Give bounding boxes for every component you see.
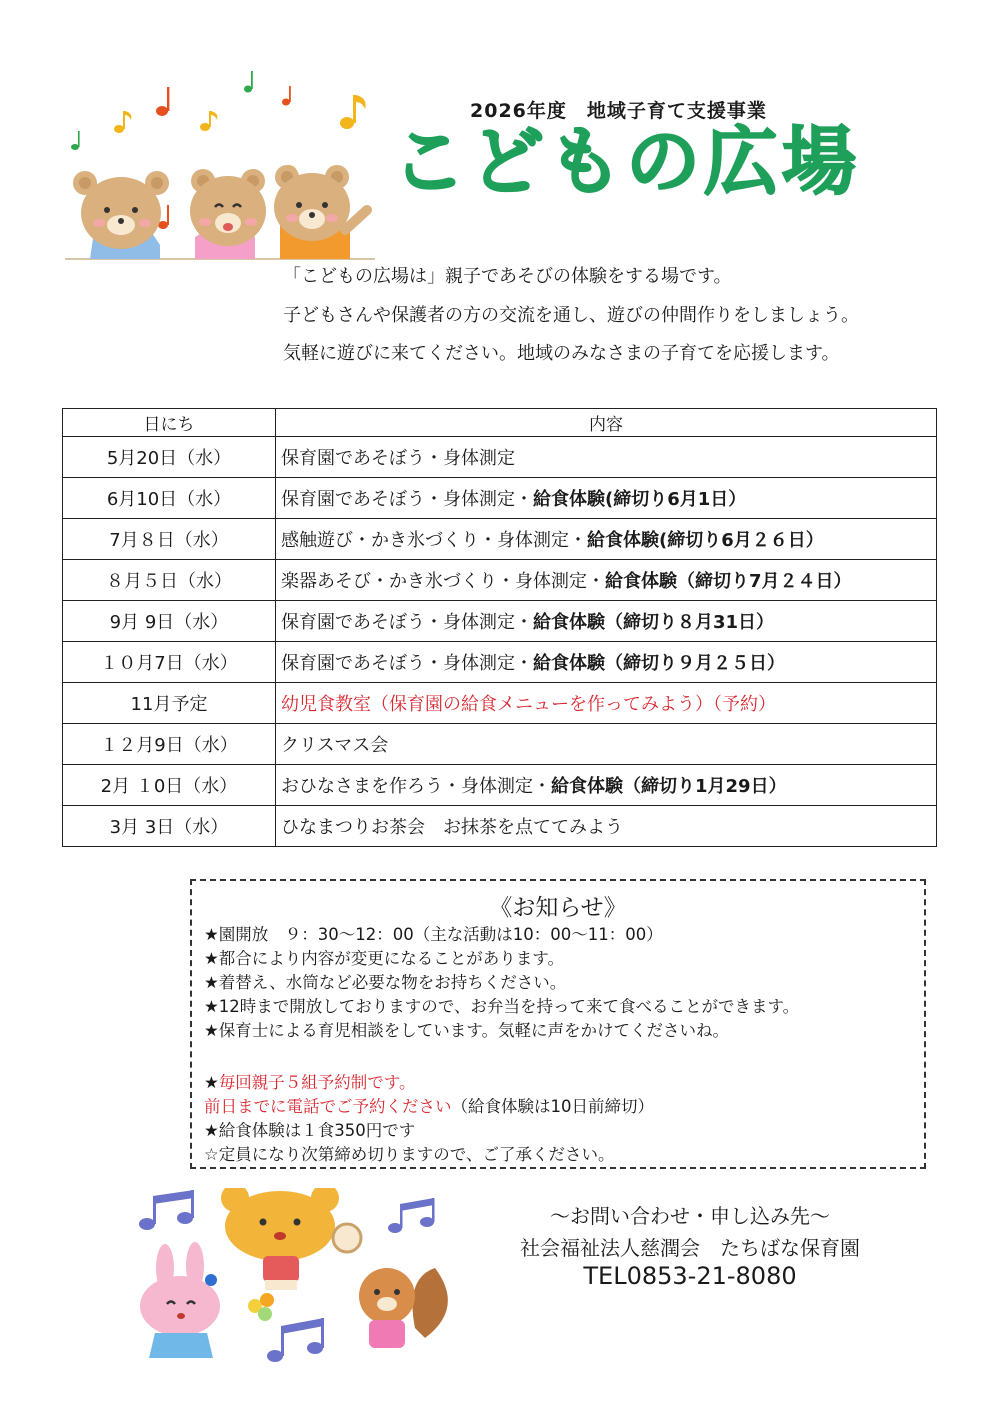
notice-line: ★保育士による育児相談をしています。気軽に声をかけてくださいね。 [204, 1021, 729, 1040]
flower-bouquet [248, 1293, 274, 1321]
row-content: 保育園であそぼう・身体測定・給食体験（締切り８月31日） [276, 601, 937, 642]
row-content: クリスマス会 [276, 724, 937, 765]
row-date: 7月８日（水） [63, 519, 276, 560]
row-date: １２月9日（水） [63, 724, 276, 765]
contact-organization: 社会福祉法人慈潤会 たちばな保育園 [520, 1236, 860, 1260]
row-date: 6月10日（水） [63, 478, 276, 519]
table-row [63, 437, 937, 478]
bears-illustration [55, 65, 385, 265]
table-row [63, 765, 937, 806]
notice-box [190, 879, 926, 1169]
table-row [63, 806, 937, 847]
row-content: 保育園であそぼう・身体測定・給食体験（締切り９月２５日） [276, 642, 937, 683]
bear-tambourine [221, 1188, 361, 1290]
bear-right [274, 165, 367, 259]
row-date: ８月５日（水） [63, 560, 276, 601]
table-row [63, 642, 937, 683]
table-row [63, 601, 937, 642]
row-content-highlight: 幼児食教室（保育園の給食メニューを作ってみよう）（予約） [276, 683, 937, 724]
table-header-row [63, 409, 937, 437]
page-title: こどもの広場 [392, 119, 860, 205]
capacity-line: ☆定員になり次第締め切りますので、ご了承ください。 [204, 1145, 615, 1164]
row-content: 感触遊び・かき氷づくり・身体測定・給食体験(締切り6月２６日） [276, 519, 937, 560]
animals-illustration [125, 1188, 470, 1388]
intro-line-3: 気軽に遊びに来てください。地域のみなさまの子育てを応援します。 [283, 343, 840, 364]
squirrel [359, 1268, 448, 1348]
table-row [63, 683, 937, 724]
row-date: 2月 １0日（水） [63, 765, 276, 806]
table-row [63, 478, 937, 519]
row-content: おひなさまを作ろう・身体測定・給食体験（締切り1月29日） [276, 765, 937, 806]
bear-left [73, 171, 169, 259]
intro-line-1: 「こどもの広場は」親子であそびの体験をする場です。 [283, 266, 732, 287]
notice-line: ★着替え、水筒など必要な物をお持ちください。 [204, 973, 567, 992]
row-date: 3月 3日（水） [63, 806, 276, 847]
table-row [63, 560, 937, 601]
intro-line-2: 子どもさんや保護者の方の交流を通し、遊びの仲間作りをしましょう。 [283, 305, 859, 326]
row-date: １０月7日（水） [63, 642, 276, 683]
row-date: 9月 9日（水） [63, 601, 276, 642]
column-header-content: 内容 [276, 409, 937, 437]
notice-line: ★都合により内容が変更になることがあります。 [204, 949, 564, 968]
row-content: ひなまつりお茶会 お抹茶を点ててみよう [276, 806, 937, 847]
reservation-line: ★毎回親子５組予約制です。 [204, 1073, 416, 1092]
call-line: 前日までに電話でご予約ください（給食体験は10日前締切） [204, 1097, 654, 1116]
table-row [63, 519, 937, 560]
notice-line: ★園開放 ９：30～12：00（主な活動は10：00～11：00） [204, 925, 663, 944]
program-subtitle: 2026年度 地域子育て支援事業 [470, 100, 767, 122]
lunch-price-line: ★給食体験は１食350円です [204, 1121, 416, 1140]
column-header-date: 日にち [63, 409, 276, 437]
notice-title: 《お知らせ》 [489, 895, 627, 921]
table-row [63, 724, 937, 765]
row-content: 保育園であそぼう・身体測定 [276, 437, 937, 478]
row-date: 11月予定 [63, 683, 276, 724]
bear-middle [190, 169, 266, 259]
row-content: 保育園であそぼう・身体測定・給食体験(締切り6月1日） [276, 478, 937, 519]
notice-line: ★12時まで開放しておりますので、お弁当を持って来て食べることができます。 [204, 997, 800, 1016]
contact-phone: TEL0853-21-8080 [583, 1262, 797, 1290]
row-date: 5月20日（水） [63, 437, 276, 478]
rabbit [140, 1242, 220, 1358]
contact-heading: ～お問い合わせ・申し込み先～ [550, 1204, 830, 1228]
row-content: 楽器あそび・かき氷づくり・身体測定・給食体験（締切り7月２４日） [276, 560, 937, 601]
schedule-table [62, 408, 937, 847]
